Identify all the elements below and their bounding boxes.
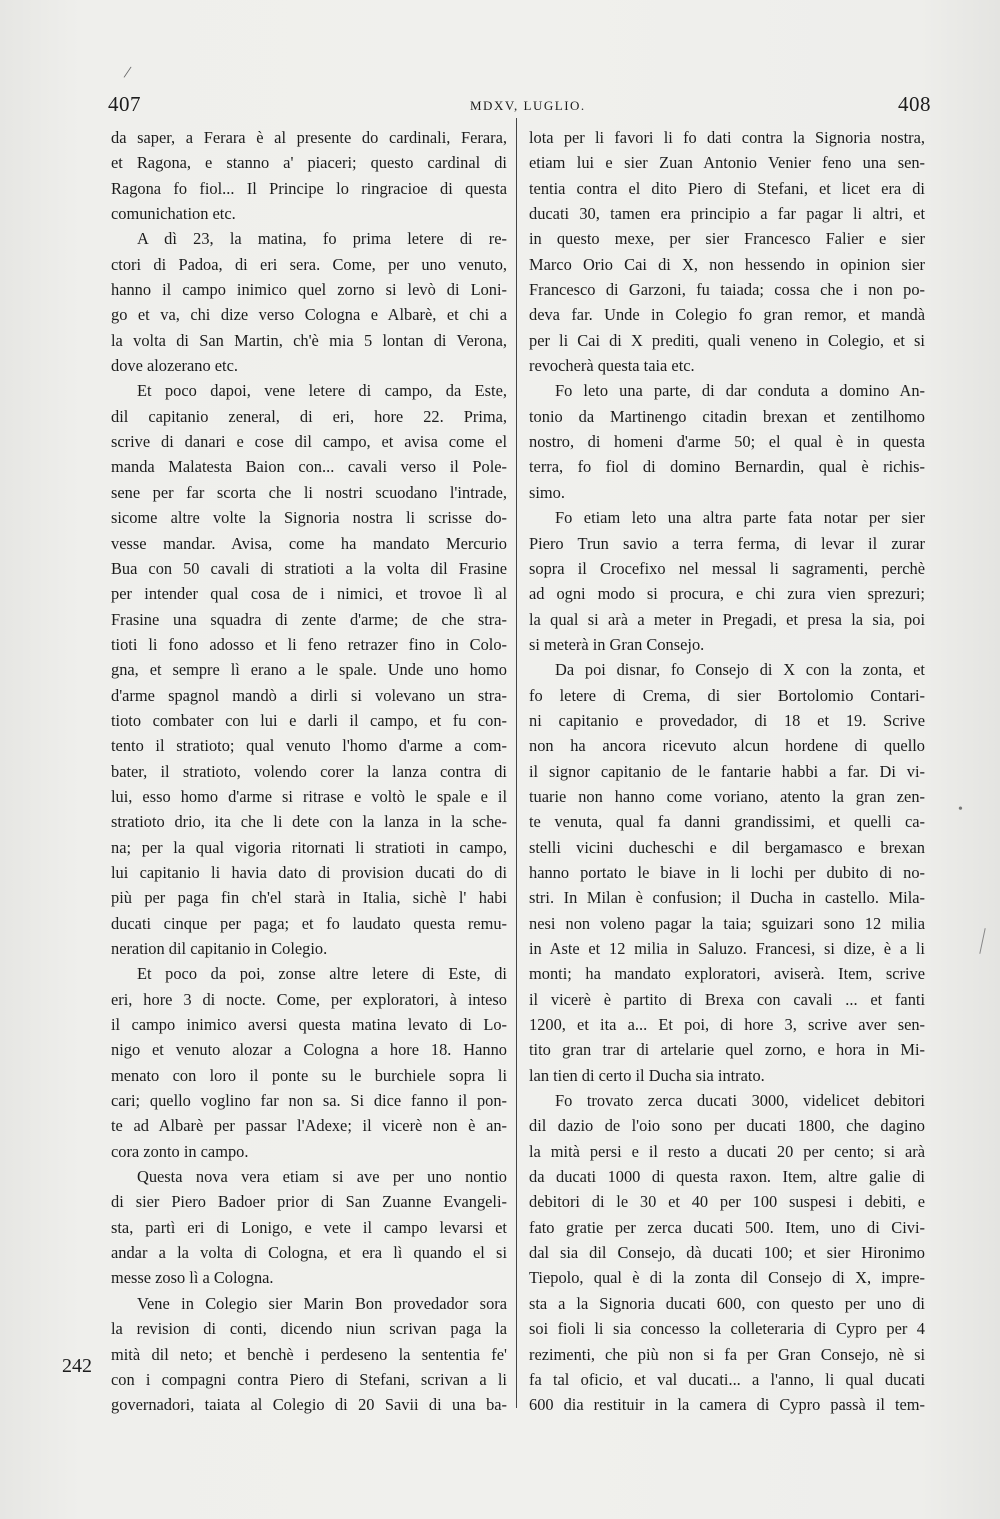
running-head: MDXV, LUGLIO. bbox=[470, 98, 586, 113]
text-line: dil capitanio zeneral, di eri, hore 22. Prima, bbox=[111, 406, 507, 426]
margin-line-number: 242 bbox=[62, 1355, 92, 1377]
text-line: in questo mexe, per sier Francesco Falier e sier bbox=[529, 229, 925, 249]
text-line: andar a la volta di Cologna, et era lì quando el si bbox=[111, 1243, 507, 1263]
column-divider bbox=[516, 118, 517, 1408]
text-line: A dì 23, la matina, fo prima letere di re- bbox=[137, 229, 507, 249]
text-line: tito gran trar di artelarie quel zorno, e hora in Mi- bbox=[529, 1040, 925, 1060]
text-line: na; per la qual vigoria ritornati li stratioti in campo, bbox=[111, 837, 507, 857]
text-line: Et poco dapoi, vene letere di campo, da Este, bbox=[137, 381, 507, 401]
text-line: 1200, et ita a... Et poi, di hore 3, scrive aver sen- bbox=[529, 1015, 925, 1035]
text-line: ctori di Padoa, di eri sera. Come, per uno venuto, bbox=[111, 254, 507, 274]
text-line: Fo etiam leto una altra parte fata notar per sier bbox=[555, 508, 925, 528]
text-line: Tiepolo, qual è di la zonta dil Consejo di X, impre- bbox=[529, 1268, 925, 1288]
text-line: hanno portato le biave in li lochi per dubito di no- bbox=[529, 862, 925, 882]
text-line: sene per far scorta che li nostri scuodano l'intrade, bbox=[111, 482, 507, 502]
text-line: Vene in Colegio sier Marin Bon provedador sora bbox=[137, 1293, 507, 1313]
text-line: te venuta, qual fa danni grandissimi, et quelli ca- bbox=[529, 812, 925, 832]
text-line: Francesco di Garzoni, fu taiada; cossa che i non po- bbox=[529, 280, 925, 300]
text-line: Piero Trun savio a terra ferma, di levar il zurar bbox=[529, 533, 925, 553]
text-line: neration dil capitanio in Colegio. bbox=[111, 939, 328, 958]
text-line: ducati cinque per paga; et fo laudato questa remu- bbox=[111, 913, 507, 933]
text-line: go et va, chi dize verso Cologna e Albarè, et chi a bbox=[111, 305, 507, 325]
text-line: mità dil neto; et benchè i perdeseno la sententia fe' bbox=[111, 1344, 507, 1364]
text-line: sta, partì eri di Lonigo, e vete il campo levarsi et bbox=[111, 1217, 507, 1237]
text-line: nesi non voleno pagar la taia; sguizari sono 12 milia bbox=[529, 913, 925, 933]
text-line: di sier Piero Badoer prior di San Zuanne Evangeli- bbox=[111, 1192, 507, 1212]
text-line: menato con loro il ponte su le burchiele sopra li bbox=[111, 1065, 507, 1085]
left-column bbox=[111, 125, 507, 1418]
text-line: si meterà in Gran Consejo. bbox=[529, 634, 705, 654]
text-line: nostro, di homeni d'arme 50; el qual è in questa bbox=[529, 432, 925, 452]
text-line: ducati 30, tamen era principio a far pagar li altri, et bbox=[529, 204, 925, 224]
text-line: sopra il Crocefixo nel messal li sagramenti, perchè bbox=[529, 558, 925, 578]
text-line: non ha ancora ricevuto alcun hordene di quello bbox=[529, 736, 925, 756]
stray-pencil-mark: / bbox=[122, 61, 133, 83]
text-line: da ducati 1000 di questa raxon. Item, altre galie di bbox=[529, 1167, 925, 1187]
text-line: deva far. Unde in Colegio fo gran remor, et mandà bbox=[529, 305, 925, 325]
text-line: la mità persi e il resto a ducati 20 per cento; si arà bbox=[529, 1141, 925, 1161]
text-line: il campo inimico aversi questa matina levato di Lo- bbox=[111, 1015, 507, 1035]
text-line: manda Malatesta Baion con... cavali verso il Pole- bbox=[111, 457, 507, 477]
text-line: ad ogni modo si procura, e chi zura vien sprezuri; bbox=[529, 584, 925, 604]
text-line: eri, hore 3 di nocte. Come, per exploratori, à inteso bbox=[111, 989, 507, 1009]
text-line: scrive di danari e cose dil campo, et avisa come el bbox=[111, 432, 507, 452]
page-header bbox=[0, 92, 1000, 122]
text-line: et Ragona, e stanno a' piaceri; questo cardinal di bbox=[111, 153, 507, 173]
text-line: lui capitanio li havia dato di provision ducati do di bbox=[111, 862, 507, 882]
text-line: cora zonto in campo. bbox=[111, 1141, 249, 1161]
text-line: Frasine una squadra di zente d'arme; de che stra- bbox=[111, 609, 507, 629]
text-line: debitori di le 30 et 40 per 100 suspesi i debiti, e bbox=[529, 1192, 925, 1212]
text-line: lan tien di certo il Ducha sia intrato. bbox=[529, 1065, 765, 1085]
text-line: nigo et venuto alozar a Cologna a hore 18. Hanno bbox=[111, 1040, 507, 1060]
text-line: con i compagni contra Piero di Stefani, scrivan a li bbox=[111, 1369, 507, 1389]
text-line: stri. In Milan è confusion; il Ducha in castello. Mila- bbox=[529, 888, 925, 908]
text-line: dove alozerano etc. bbox=[111, 356, 238, 376]
text-line: lui, esso homo d'arme si ritrase e voltò le spale e il bbox=[111, 786, 507, 806]
text-line: più per paga fin ch'el starà in Italia, sichè l' habi bbox=[111, 888, 507, 908]
text-line: la revision di conti, dicendo niun scrivan paga la bbox=[111, 1319, 507, 1339]
margin-dot-mark: • bbox=[958, 802, 963, 817]
text-line: 600 dia restituir in la camera di Cypro passà il tem- bbox=[529, 1395, 925, 1415]
text-line: dal sia dil Consejo, dà ducati 100; et sier Hironimo bbox=[529, 1243, 925, 1263]
text-line: soi fioli li sia concesso la colleteraria di Cypro per 4 bbox=[529, 1319, 925, 1339]
text-line: bater, il stratioto, volendo corer la lanza contra di bbox=[111, 761, 507, 781]
text-line: tento il stratioto; qual venuto l'homo d'arme a com- bbox=[111, 736, 507, 756]
text-line: rezimenti, che più non si fa per Gran Consejo, nè si bbox=[529, 1344, 925, 1364]
text-line: sicome altre volte la Signoria nostra li scrisse do- bbox=[111, 508, 507, 528]
text-line: comunichation etc. bbox=[111, 204, 236, 224]
text-line: tioti li fono adosso et li feno retrazer fino in Colo- bbox=[111, 634, 507, 654]
page-number-right: 408 bbox=[898, 92, 931, 116]
text-line: Da poi disnar, fo Consejo di X con la zonta, et bbox=[555, 660, 925, 680]
text-line: simo. bbox=[529, 482, 565, 502]
text-line: Ragona fo fiol... Il Principe lo ringracioe di questa bbox=[111, 178, 507, 198]
text-line: stratioto drio, ita che li dete con la lanza in la sche- bbox=[111, 812, 507, 832]
text-line: governadori, taiata al Colegio di 20 Savii di una ba- bbox=[111, 1395, 507, 1415]
text-line: la volta di San Martin, ch'è mia 5 lontan di Verona, bbox=[111, 330, 507, 350]
text-line: Marco Orio Cai di X, non hessendo in opinion sier bbox=[529, 254, 925, 274]
page-number-left: 407 bbox=[108, 92, 141, 116]
right-column bbox=[529, 125, 925, 1418]
margin-tick-mark bbox=[979, 928, 985, 954]
text-line: Fo leto una parte, di dar conduta a domino An- bbox=[555, 381, 925, 401]
text-line: per intender qual cosa de i nimici, et trovoe lì al bbox=[111, 584, 507, 604]
text-line: dil dazio de l'oio sono per ducati 1800, che dagino bbox=[529, 1116, 925, 1136]
text-line: fato gratie per zerca ducati 500. Item, uno di Civi- bbox=[529, 1217, 925, 1237]
text-line: gna, et sempre lì erano a le spale. Unde uno homo bbox=[111, 660, 507, 680]
text-line: in Aste et 12 milia in Saluzo. Francesi, si dize, è a li bbox=[529, 939, 925, 958]
text-line: te ad Albarè per passar l'Adexe; il vicerè non è an- bbox=[111, 1116, 507, 1136]
text-line: monti; ha mandato exploratori, aviserà. Item, scrive bbox=[529, 964, 925, 984]
text-line: messe zoso lì a Cologna. bbox=[111, 1268, 274, 1288]
text-line: la qual si arà a meter in Pregadi, et presa la sia, poi bbox=[529, 609, 925, 629]
text-line: d'arme spagnol mandò a dirli si volevano un stra- bbox=[111, 685, 507, 705]
text-line: da saper, a Ferara è al presente do cardinali, Ferara, bbox=[111, 128, 507, 147]
text-line: lota per li favori li fo dati contra la Signoria nostra, bbox=[529, 128, 925, 147]
text-line: revocherà questa taia etc. bbox=[529, 356, 695, 376]
text-line: per li Cai di X prediti, quali veneno in Colegio, et si bbox=[529, 330, 925, 350]
text-line: fa tal oficio, et val ducati... a l'anno, li qual ducati bbox=[529, 1369, 925, 1389]
text-line: ni capitanio e provedador, di 18 et 19. Scrive bbox=[529, 710, 925, 730]
text-line: il signor capitanio de le fantarie habbi a far. Di vi- bbox=[529, 761, 925, 781]
text-line: sta a la Signoria ducati 600, con questo per uno di bbox=[529, 1293, 925, 1313]
text-line: tioto combater con lui e darli il campo, et fu con- bbox=[111, 710, 507, 730]
text-line: cari; quello voglino far non sa. Si dice fanno il pon- bbox=[111, 1091, 507, 1111]
text-line: Fo trovato zerca ducati 3000, videlicet debitori bbox=[555, 1091, 925, 1111]
text-line: stelli vicini ducheschi e dil bergamasco e brexan bbox=[529, 837, 925, 857]
text-line: Et poco da poi, zonse altre letere di Este, di bbox=[137, 964, 507, 984]
text-line: terra, fo fiol di domino Bernardin, qual è richis- bbox=[529, 457, 925, 477]
text-line: Bua con 50 cavali di stratioti a la volta dil Frasine bbox=[111, 558, 507, 578]
text-line: etiam lui e sier Zuan Antonio Venier feno una sen- bbox=[529, 153, 925, 173]
text-line: fo letere di Crema, di sier Bortolomio Contari- bbox=[529, 685, 925, 705]
text-line: tentia contra el dito Piero di Stefani, et licet era di bbox=[529, 178, 925, 198]
text-line: hanno il campo inimico quel zorno si levò di Loni- bbox=[111, 280, 507, 300]
text-line: tuarie non hanno come voriano, atento la gran zen- bbox=[529, 786, 925, 806]
text-line: vesse mandar. Avisa, come ha mandato Mercurio bbox=[111, 533, 507, 553]
text-line: il vicerè è partito di Brexa con cavali ... et fanti bbox=[529, 989, 925, 1009]
text-line: tonio da Martinengo citadin brexan et zentilhomo bbox=[529, 406, 925, 426]
text-line: Questa nova vera etiam si ave per uno nontio bbox=[137, 1167, 507, 1187]
